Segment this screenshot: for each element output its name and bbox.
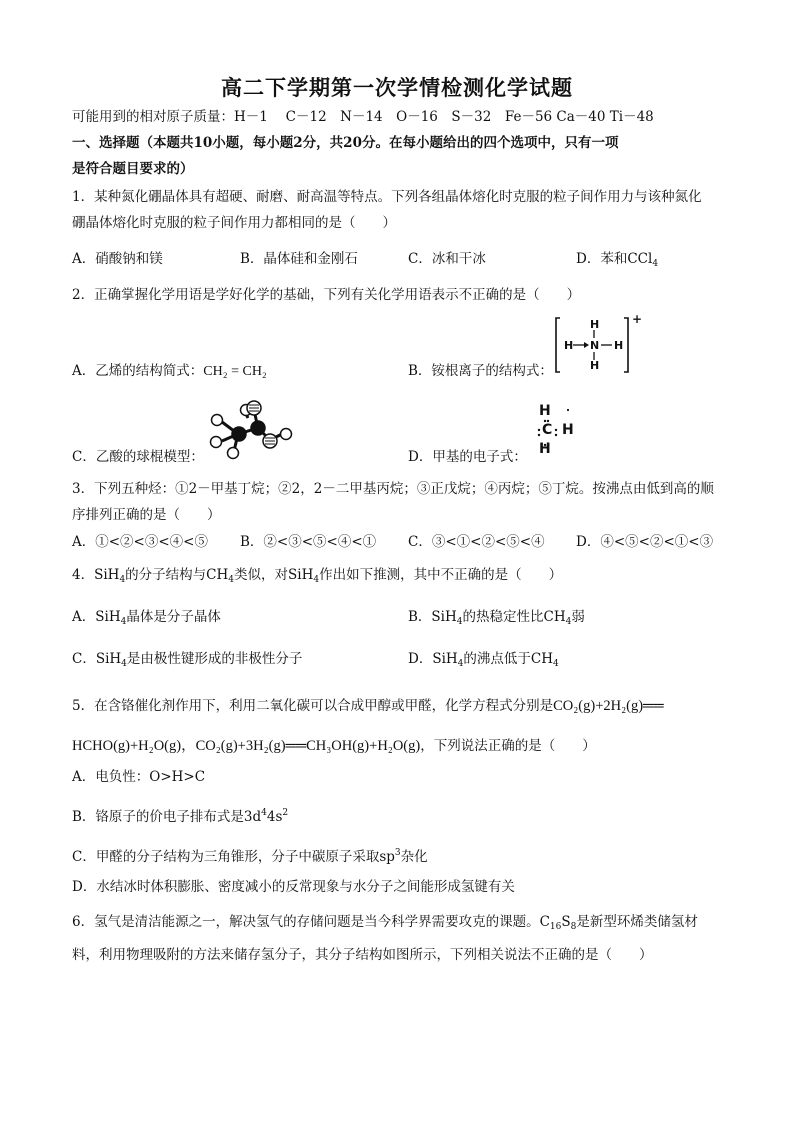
q2-option-a-formula: CH₂ = CH₂	[203, 364, 267, 379]
q4-option-b	[408, 608, 585, 631]
q4-c-pre: C．SiH	[72, 651, 122, 667]
q1-option-b: B．晶体硅和金刚石	[240, 251, 358, 267]
q6-stem-s: S	[561, 914, 571, 930]
q5-option-d: D．水结冰时体积膨胀、密度减小的反常现象与水分子之间能形成氢键有关	[72, 879, 515, 895]
ammonium-charge: +	[632, 312, 643, 326]
q4-d-sub2: 4	[553, 659, 559, 669]
methyl-c: C	[542, 422, 553, 438]
atomic-masses: 可能用到的相对原子质量：H－1 C－12 N－14 O－16 S－32 Fe－56 Ca－40 Ti－48	[72, 109, 654, 125]
q4-stem	[72, 566, 562, 589]
q1-stem-line2: 硼晶体熔化时克服的粒子间作用力都相同的是（ ）	[72, 215, 396, 231]
q4-sub-3: 4	[313, 575, 320, 585]
q2-stem: 2．正确掌握化学用语是学好化学的基础，下列有关化学用语表示不正确的是（ ）	[72, 287, 581, 303]
q4-d-pre: D．SiH	[408, 651, 458, 667]
q4-a-sub: 4	[120, 617, 127, 627]
q5-b-mid: 4s	[266, 809, 283, 825]
q2-option-a-label: A．乙烯的结构简式：	[72, 363, 204, 379]
q4-stem-part2: 的分子结构与CH	[125, 567, 229, 583]
q4-stem-part3: 类似，对SiH	[234, 567, 314, 583]
q2-option-b-label: B．铵根离子的结构式：	[408, 363, 553, 379]
q6-stem-post: 是新型环烯类储氢材	[576, 914, 698, 930]
q5-stem-line2	[72, 737, 596, 755]
q2-option-a	[72, 362, 267, 381]
q5-c-post: 杂化	[400, 849, 428, 865]
ammonium-n: N	[590, 339, 600, 352]
q4-d-sub1: 4	[457, 659, 464, 669]
q3-stem-line2: 序排列正确的是（ ）	[72, 507, 221, 523]
section-heading-line2: 是符合题目要求的）	[72, 161, 194, 177]
q4-c-sub: 4	[121, 659, 127, 669]
q6-stem-line2: 料，利用物理吸附的方法来储存氢分子，其分子结构如图所示，下列相关说法不正确的是（ ）	[72, 947, 653, 963]
q5-option-c	[72, 844, 428, 866]
q4-b-mid: 的热稳定性比CH	[462, 609, 566, 625]
q5-b-sup1: 4	[261, 808, 267, 818]
q4-option-d	[408, 650, 559, 673]
ammonium-h-top: H	[590, 318, 600, 331]
q1-option-d-sub: 4	[652, 259, 659, 269]
q4-b-sub1: 4	[456, 617, 463, 627]
q5-equation-part2: HCHO(g)+H₂O(g)，CO₂(g)+3H₂(g)══CH₃OH(g)+H₂O(g)	[72, 738, 421, 754]
q4-b-sub2: 4	[565, 617, 572, 627]
page-title: 高二下学期第一次学情检测化学试题	[221, 75, 573, 100]
q2-option-c-label: C．乙酸的球棍模型：	[72, 449, 204, 465]
q5-stem-line1	[72, 697, 664, 715]
q4-b-pre: B．SiH	[408, 609, 457, 625]
q6-stem-line1	[72, 913, 698, 936]
ammonium-h-right: H	[614, 339, 624, 352]
q4-b-post: 弱	[571, 609, 585, 625]
q2-option-d-label: D．甲基的电子式：	[408, 449, 527, 465]
q4-sub-1: 4	[119, 575, 126, 585]
q4-option-c	[72, 650, 302, 673]
q5-equation-part1: CO₂(g)+2H₂(g)══	[553, 698, 664, 714]
q5-option-a: A．电负性：O>H>C	[72, 769, 206, 785]
q4-d-mid: 的沸点低于CH	[463, 651, 554, 667]
q5-c-sup: 3	[394, 848, 401, 858]
q6-sub16: 16	[549, 922, 562, 932]
ammonium-h-left: H	[564, 339, 574, 352]
q5-stem-tail: ，下列说法正确的是（ ）	[420, 738, 596, 754]
q3-option-c: C．③<①<②<⑤<④	[408, 534, 545, 550]
methyl-h-right: H	[562, 422, 574, 438]
q1-option-d-text: D．苯和CCl	[576, 251, 653, 267]
q4-stem-part1: 4．SiH	[72, 567, 120, 583]
q4-sub-2: 4	[228, 575, 235, 585]
q5-b-pre: B．铬原子的价电子排布式是3d	[72, 809, 262, 825]
q1-option-c: C．冰和干冰	[408, 251, 486, 267]
q4-c-post: 是由极性键形成的非极性分子	[126, 651, 303, 667]
q5-c-pre: C．甲醛的分子结构为三角锥形，分子中碳原子采取sp	[72, 849, 395, 865]
q6-stem-pre: 6．氢气是清洁能源之一，解决氢气的存储问题是当今科学界需要攻克的课题。C	[72, 914, 550, 930]
q3-stem-line1: 3．下列五种烃：①2－甲基丁烷；②2，2－二甲基丙烷；③正戊烷；④丙烷；⑤丁烷。按沸点由低到高的顺	[72, 481, 714, 497]
q4-a-post: 晶体是分子晶体	[126, 609, 221, 625]
ammonium-h-bottom: H	[590, 359, 600, 372]
acetic-acid-ball-stick-model	[200, 396, 296, 460]
q4-a-pre: A．SiH	[72, 609, 121, 625]
q1-option-a: A．硝酸钠和镁	[72, 251, 163, 267]
q5-option-b	[72, 804, 288, 826]
methyl-h-bottom: H	[539, 441, 551, 457]
q5-b-sup2: 2	[282, 808, 289, 818]
q3-option-a: A．①<②<③<④<⑤	[72, 534, 208, 550]
q5-stem-text: 5．在含铬催化剂作用下，利用二氧化碳可以合成甲醇或甲醛，化学方程式分别是	[72, 698, 554, 714]
section-heading-line1: 一、选择题（本题共10小题，每小题2分，共20分。在每小题给出的四个选项中，只有一项	[72, 135, 619, 151]
q6-sub8: 8	[570, 922, 577, 932]
methyl-h-top: H	[539, 403, 551, 419]
q3-option-b: B．②<③<⑤<④<①	[240, 534, 377, 550]
q3-option-d: D．④<⑤<②<①<③	[576, 534, 714, 550]
q4-stem-part4: 作出如下推测，其中不正确的是（ ）	[319, 567, 563, 583]
q1-option-d	[576, 250, 658, 273]
q4-option-a	[72, 608, 221, 631]
q1-stem-line1: 1．某种氮化硼晶体具有超硬、耐磨、耐高温等特点。下列各组晶体熔化时克服的粒子间作用力与该种氮化	[72, 189, 702, 205]
